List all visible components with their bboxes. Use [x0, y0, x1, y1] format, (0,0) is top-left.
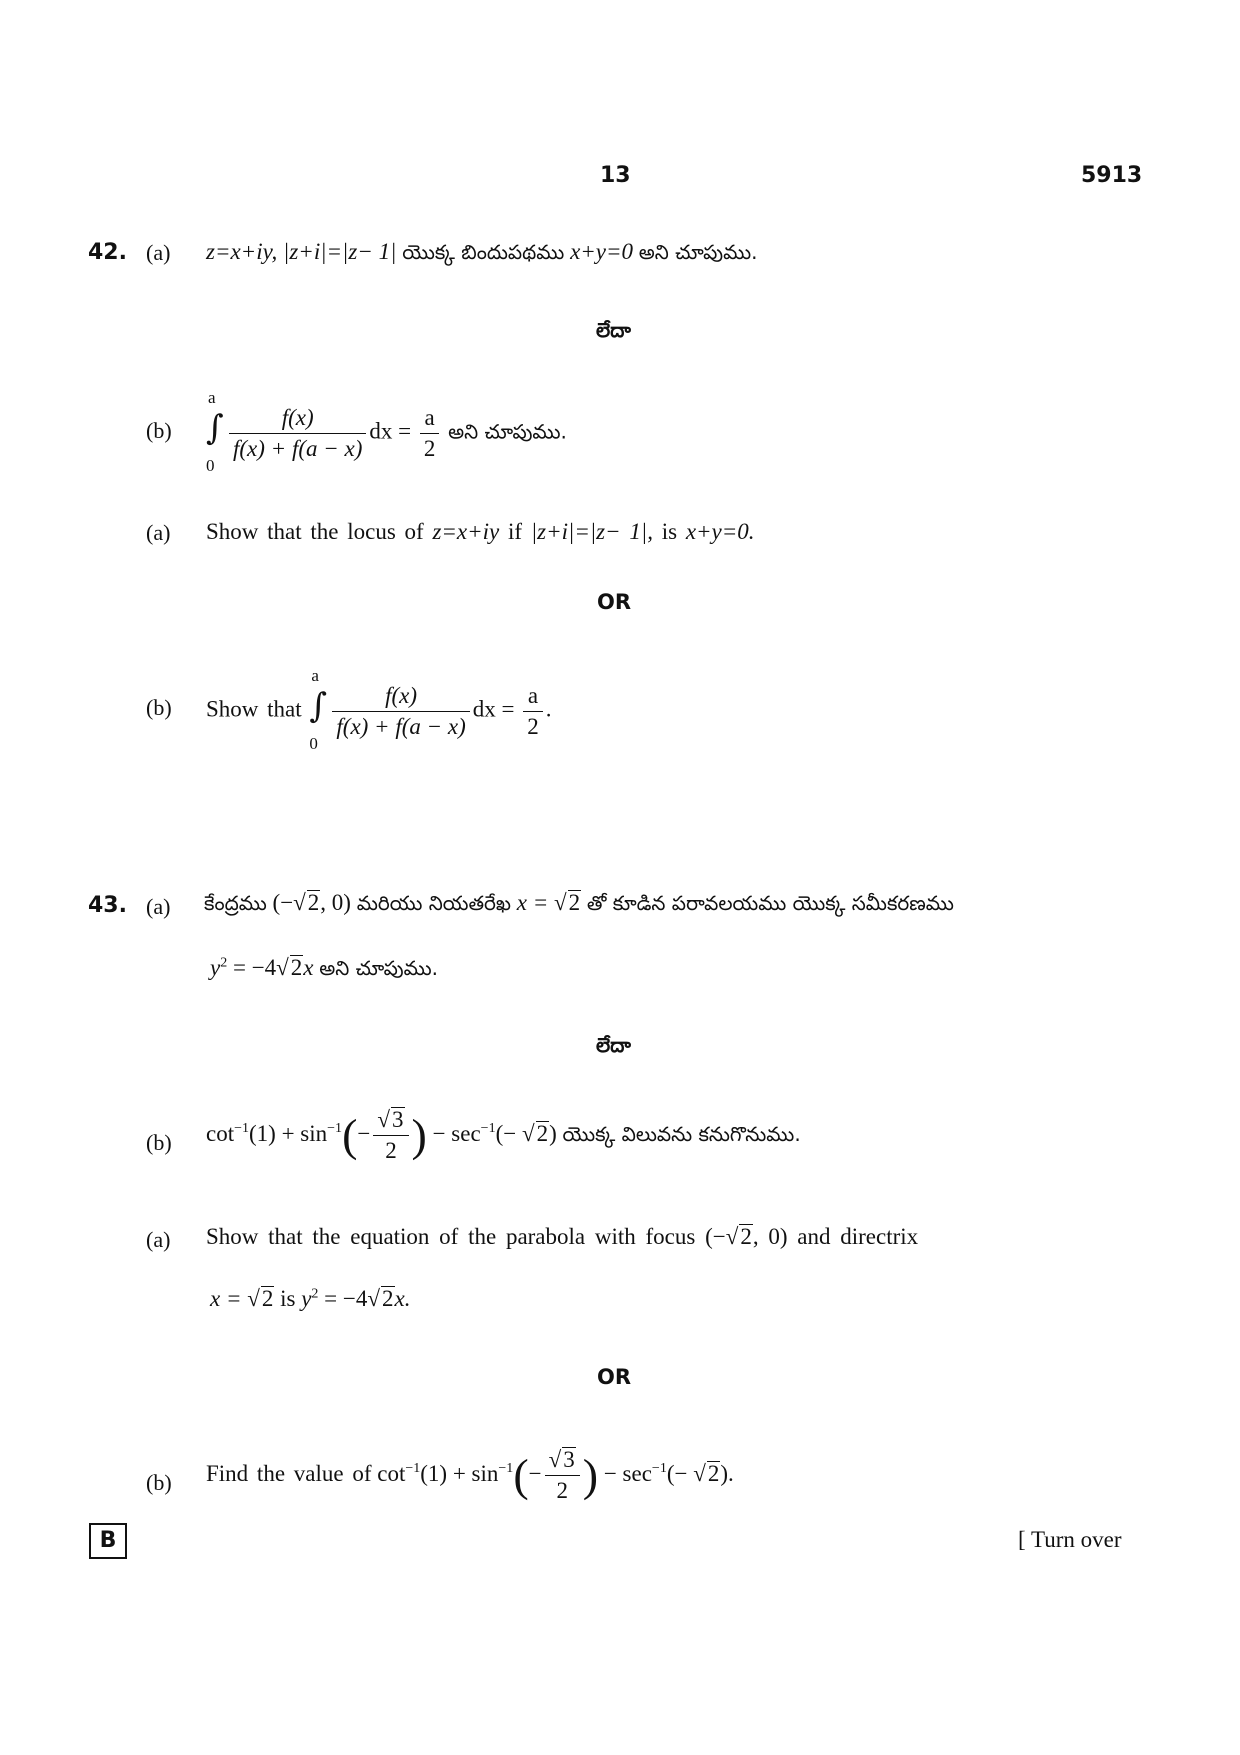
question-number-43: 43. [88, 893, 127, 918]
turn-over-note: [ Turn over [1018, 1527, 1122, 1552]
q42-a-te-text1: యొక్క బిందుపథము [402, 240, 565, 264]
q42-a-te-text2: అని చూపుము. [638, 240, 758, 264]
q43-or-en: OR [597, 1365, 632, 1389]
q42-b-en-line: Show that a ∫ 0 $\frac{f(x)}{f(x) + f(a - x)}$ dx = $\frac{a}{2}$ . [206, 666, 552, 753]
q42-a-en-line: Show that the locus of z=x+iy if |z+i|=|z− 1|, is x+y=0. [206, 519, 755, 544]
q43-a-en-label: (a) [146, 1227, 171, 1252]
sqrt3-over-2: $\frac{√3}{2}$ [545, 1447, 580, 1504]
q43-b-en-label: (b) [146, 1470, 172, 1495]
rhs-fraction: $\frac{a}{2}$ [420, 405, 440, 462]
q43-a-en-line1: Show that the equation of the parabola with focus (−√2, 0) and directrix [206, 1224, 919, 1249]
q42-b-te-line [204, 388, 567, 475]
sqrt3-over-2: $\frac{√3}{2}$ [373, 1107, 408, 1164]
q42-a-te-label: (a) [146, 240, 171, 265]
q42-a-te-math2: x+y=0 [570, 239, 634, 264]
q42-b-te-label: (b) [146, 418, 172, 443]
q43-a-te-line2: $y^2 = -4√2x$ అని చూపుము. [210, 955, 439, 980]
integrand-fraction: $\frac{f(x)}{f(x) + f(a - x)}$ [229, 405, 366, 462]
q42-a-te-line [206, 239, 758, 269]
paper-code: 5913 [1081, 163, 1143, 188]
question-number-42: 42. [88, 240, 127, 265]
booklet-series-box: B [89, 1523, 127, 1559]
integral-sign: a ∫ 0 [206, 388, 224, 475]
q43-b-en-line: Find the value of $\cot^{-1}(1) + \sin^{-1}(-$ $\frac{√3}{2}$ ) − $\sec^{-1}(- √2)$. [206, 1447, 734, 1503]
integral-sign: a ∫ 0 [309, 666, 328, 753]
integrand-fraction: $\frac{f(x)}{f(x) + f(a - x)}$ [332, 683, 469, 740]
q43-b-te-line: $\cot^{-1}(1) + \sin^{-1}(-$ $\frac{√3}{2}$ ) − $\sec^{-1}(- √2)$ యొక్క విలువను కనుగొనుము. [206, 1107, 801, 1163]
rhs-fraction: $\frac{a}{2}$ [523, 683, 543, 740]
q43-a-te-line1: కేంద్రము (−√2, 0) మరియు నియతరేఖ x = √2 తో కూడిన పరావలయము యొక్క సమీకరణము [204, 890, 954, 915]
q42-a-en-label: (a) [146, 520, 171, 545]
q43-or-te: లేదా [596, 1033, 631, 1057]
q43-a-en-line2: x = √2 is $y^2 = -4√2x$. [210, 1286, 411, 1311]
page-number: 13 [600, 163, 631, 188]
q42-b-te-dx: dx = [369, 418, 412, 444]
q43-b-te-label: (b) [146, 1130, 172, 1155]
q42-or-en: OR [597, 590, 632, 614]
q42-a-te-math: z=x+iy, |z+i|=|z− 1| [206, 239, 397, 264]
q42-or-te: లేదా [596, 318, 631, 342]
q43-a-te-label: (a) [146, 894, 171, 919]
q42-b-te-text: అని చూపుము. [448, 419, 567, 444]
q42-b-en-label: (b) [146, 695, 172, 720]
